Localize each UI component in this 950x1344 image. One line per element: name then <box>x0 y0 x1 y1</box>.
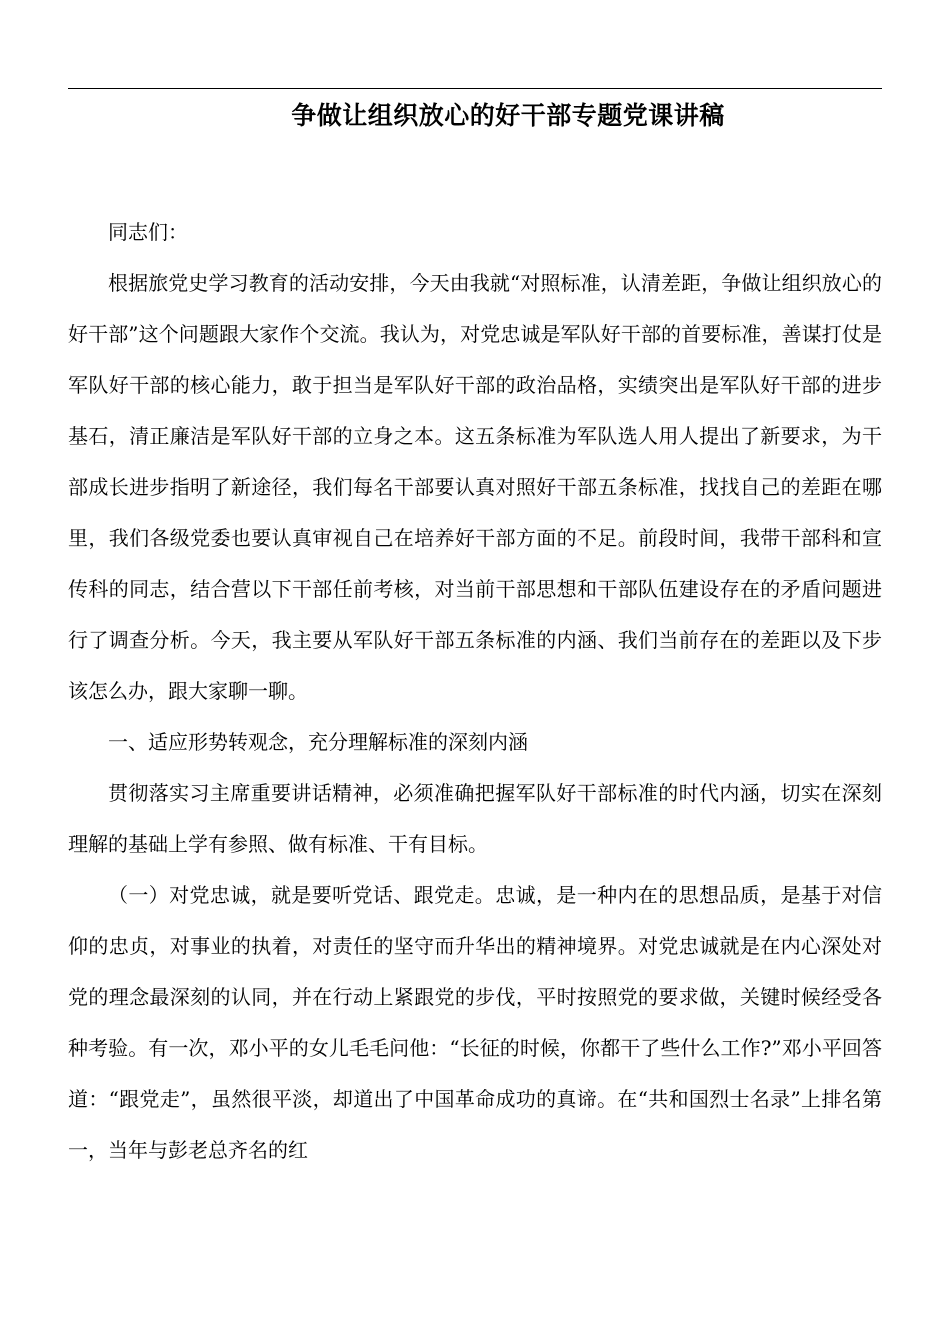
salutation-paragraph: 同志们： <box>108 220 188 244</box>
intro-paragraph: 根据旅党史学习教育的活动安排，今天由我就“对照标准，认清差距，争做让组织放心的好干部”这个问题跟大家作个交流。我认为，对党忠诚是军队好干部的首要标准，善谋打仗是军队好干部的核心能力，敢于担当是军队好干部的政治品格，实绩突出是军队好干部的进步基石，清正廉洁是军队好干部的立身之本。这五条标准为军队选人用人提出了新要求，为干部成长进步指明了新途径，我们每名干部要认真对照好干部五条标准，找找自己的差距在哪里，我们各级党委也要认真审视自己在培养好干部方面的不足。前段时间，我带干部科和宣传科的同志，结合营以下干部任前考核，对当前干部思想和干部队伍建设存在的矛盾问题进行了调查分析。今天，我主要从军队好干部五条标准的内涵、我们当前存在的差距以及下步该怎么办，跟大家聊一聊。 <box>68 271 882 703</box>
header-rule <box>68 88 882 89</box>
section-heading: 一、适应形势转观念，充分理解标准的深刻内涵 <box>108 730 528 754</box>
document-title: 争做让组织放心的好干部专题党课讲稿 <box>291 101 725 130</box>
section-intro-paragraph: 贯彻落实习主席重要讲话精神，必须准确把握军队好干部标准的时代内涵，切实在深刻理解的基础上学有参照、做有标准、干有目标。 <box>68 781 882 856</box>
document-body <box>68 207 882 1176</box>
subsection-paragraph: （一）对党忠诚，就是要听党话、跟党走。忠诚，是一种内在的思想品质，是基于对信仰的忠贞，对事业的执着，对责任的坚守而升华出的精神境界。对党忠诚就是在内心深处对党的理念最深刻的认同，并在行动上紧跟党的步伐，平时按照党的要求做，关键时候经受各种考验。有一次，邓小平的女儿毛毛问他：“长征的时候，你都干了些什么工作?”邓小平回答道：“跟党走”，虽然很平淡，却道出了中国革命成功的真谛。在“共和国烈士名录”上排名第一，当年与彭老总齐名的红 <box>68 883 882 1162</box>
